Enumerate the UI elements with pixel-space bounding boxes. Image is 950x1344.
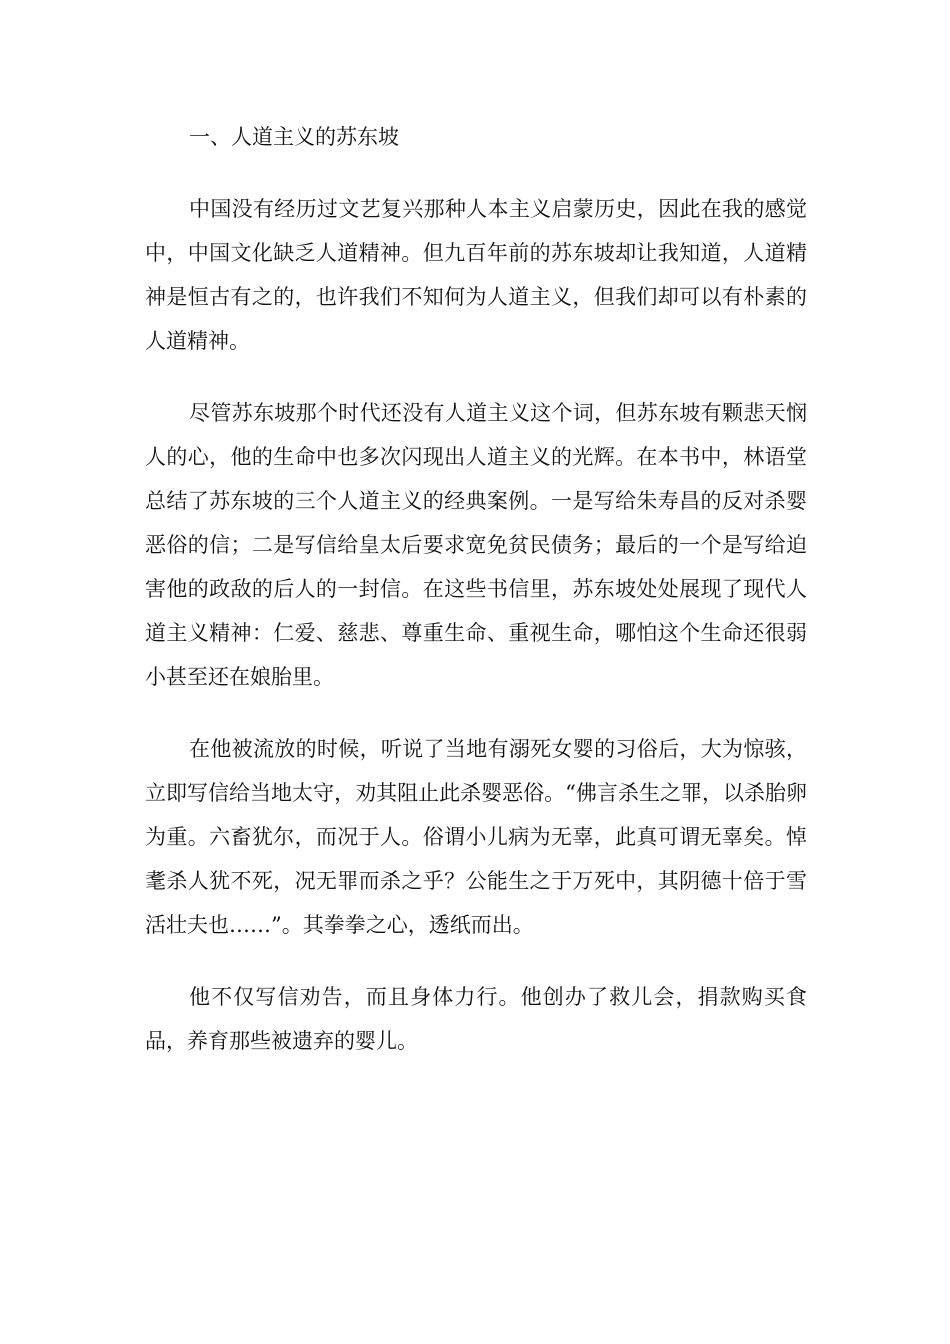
- section-heading: 一、人道主义的苏东坡: [189, 125, 399, 149]
- paragraph-1: 中国没有经历过文艺复兴那种人本主义启蒙历史，因此在我的感觉中，中国文化缺乏人道精神。但九百年前的苏东坡却让我知道，人道精神是恒古有之的，也许我们不知何为人道主义，但我们却可以有朴素的人道精神。: [145, 197, 807, 353]
- paragraph-2: 尽管苏东坡那个时代还没有人道主义这个词，但苏东坡有颗悲天悯人的心，他的生命中也多次闪现出人道主义的光辉。在本书中，林语堂总结了苏东坡的三个人道主义的经典案例。一是写给朱寿昌的反对杀婴恶俗的信；二是写信给皇太后要求宽免贫民债务；最后的一个是写给迫害他的政敌的后人的一封信。在这些书信里，苏东坡处处展现了现代人道主义精神：仁爱、慈悲、尊重生命、重视生命，哪怕这个生命还很弱小甚至还在娘胎里。: [145, 401, 807, 689]
- document-body: [145, 115, 807, 1091]
- paragraph-4: 他不仅写信劝告，而且身体力行。他创办了救儿会，捐款购买食品，养育那些被遗弃的婴儿。: [145, 985, 807, 1053]
- paragraph-3: 在他被流放的时候，听说了当地有溺死女婴的习俗后，大为惊骇，立即写信给当地太守，劝其阻止此杀婴恶俗。“佛言杀生之罪，以杀胎卵为重。六畜犹尔，而况于人。俗谓小儿病为无辜，此真可谓无辜矣。悼耄杀人犹不死，况无罪而杀之乎？公能生之于万死中，其阴德十倍于雪活壮夫也……”。其拳拳之心，透纸而出。: [145, 737, 807, 937]
